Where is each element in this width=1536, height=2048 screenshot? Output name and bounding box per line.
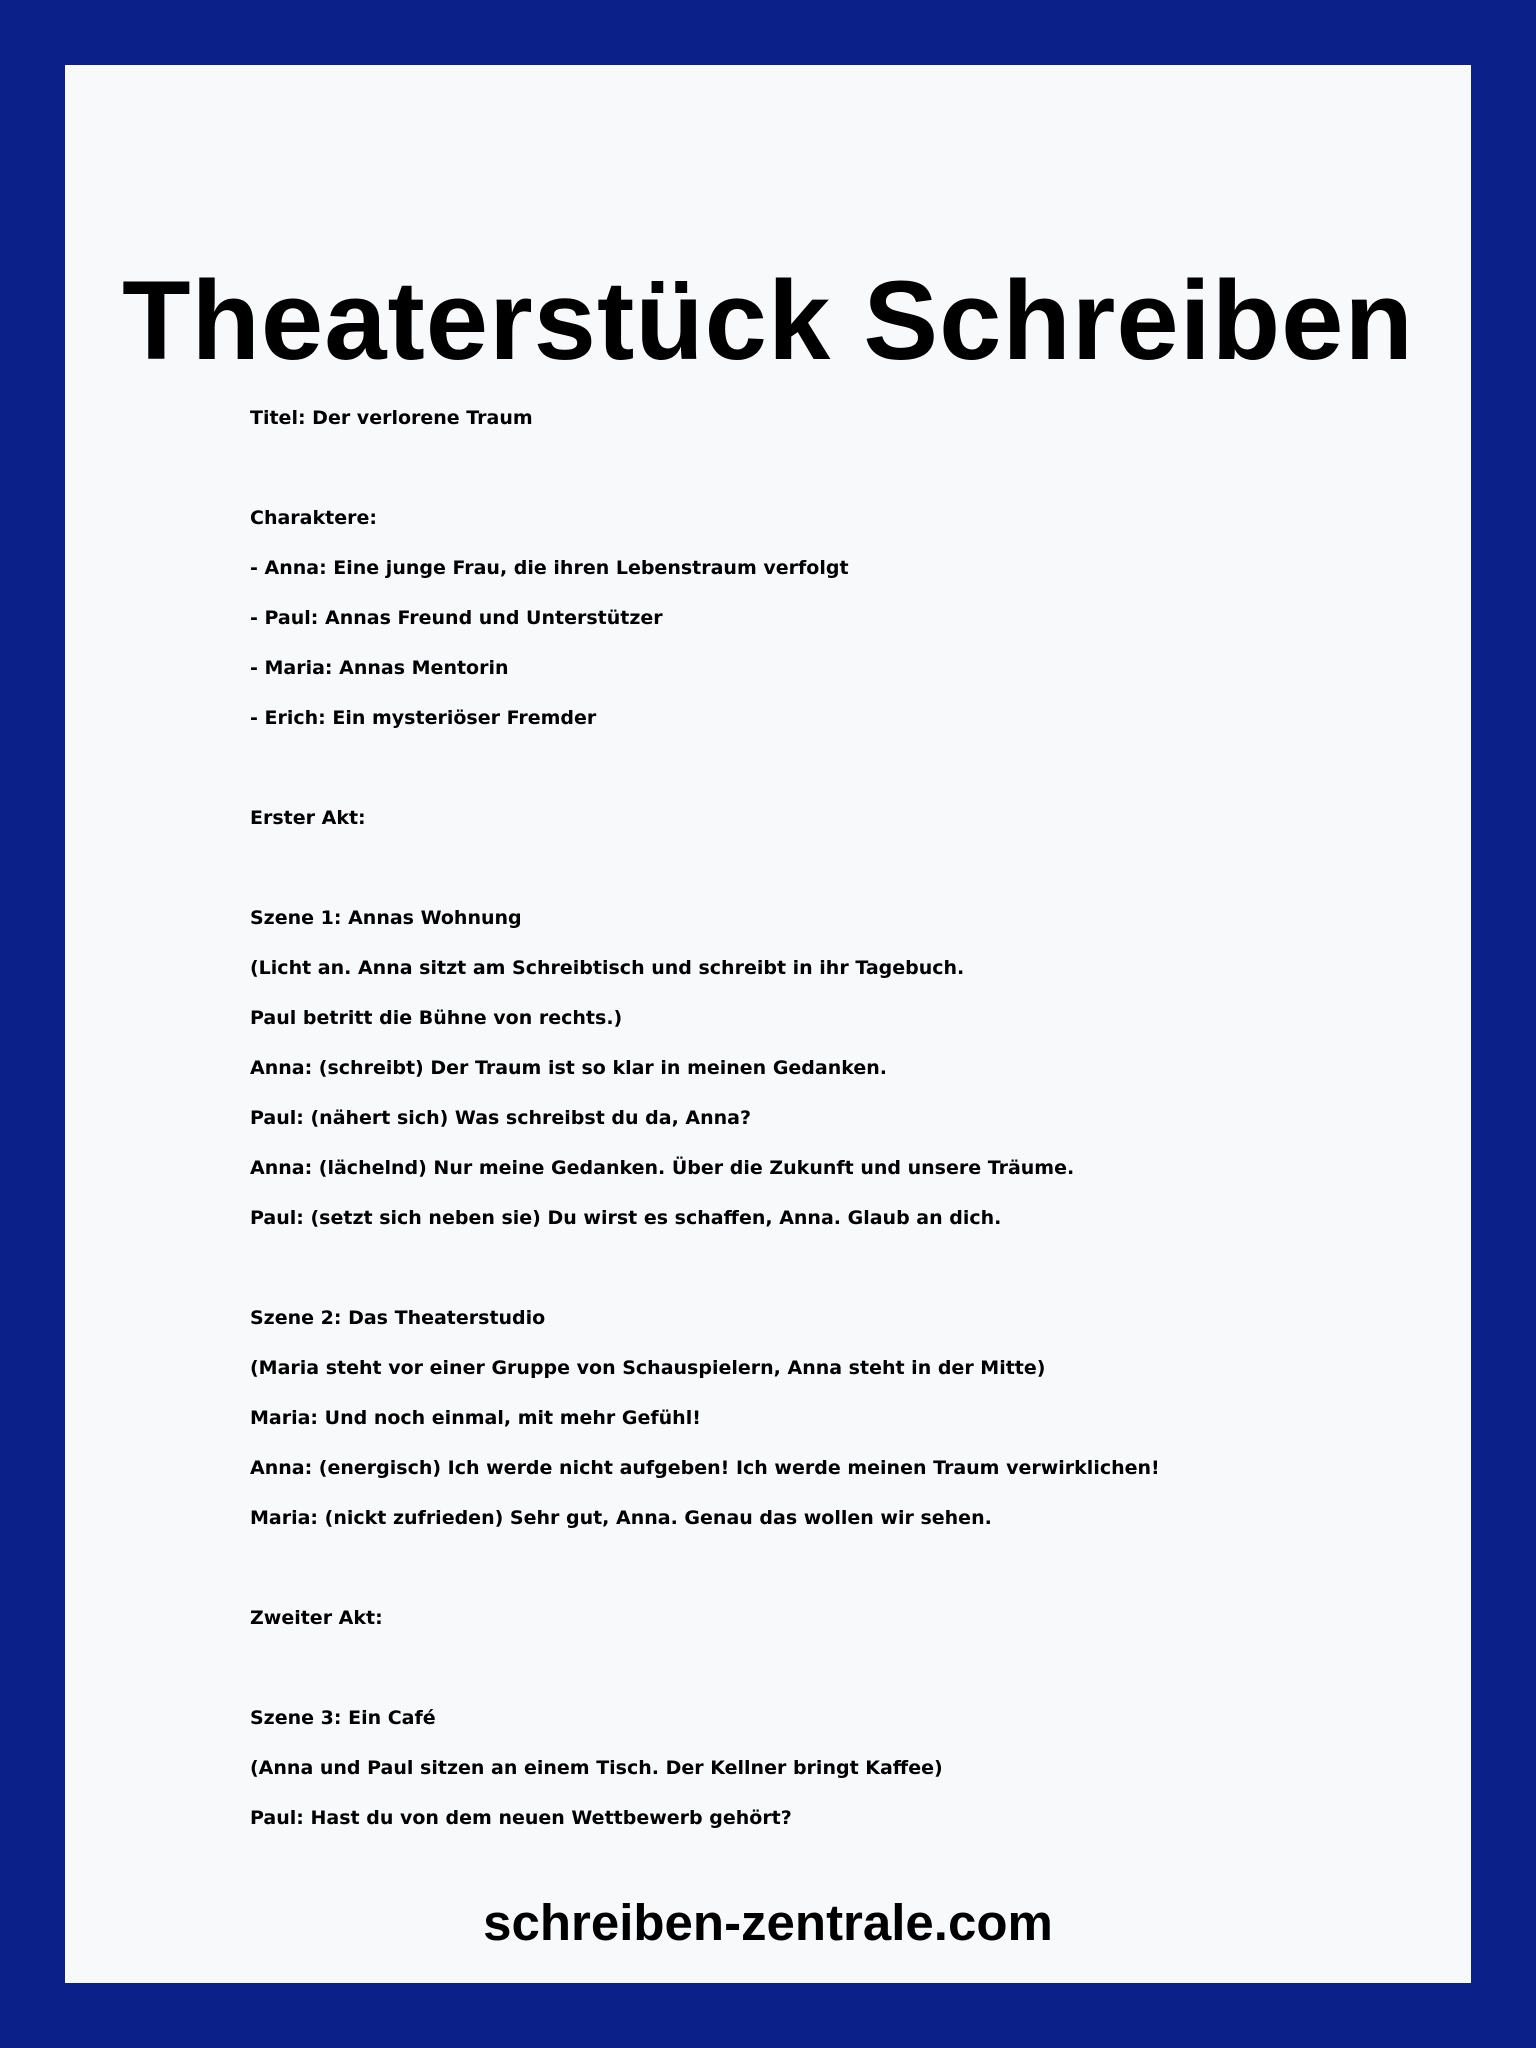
text-line: (Maria steht vor einer Gruppe von Schauspielern, Anna steht in der Mitte) bbox=[250, 1357, 1046, 1379]
script-text bbox=[250, 393, 1350, 1843]
text-line: - Maria: Annas Mentorin bbox=[250, 657, 509, 679]
blank-line bbox=[250, 443, 1350, 493]
text-line: - Erich: Ein mysteriöser Fremder bbox=[250, 707, 597, 729]
website-footer: schreiben-zentrale.com bbox=[483, 1894, 1053, 1951]
text-line: Szene 2: Das Theaterstudio bbox=[250, 1307, 546, 1329]
text-line: - Anna: Eine junge Frau, die ihren Lebenstraum verfolgt bbox=[250, 557, 849, 579]
text-line: Titel: Der verlorene Traum bbox=[250, 407, 533, 429]
text-line: Szene 1: Annas Wohnung bbox=[250, 907, 522, 929]
text-line: Anna: (lächelnd) Nur meine Gedanken. Über die Zukunft und unsere Träume. bbox=[250, 1157, 1075, 1179]
text-line: (Anna und Paul sitzen an einem Tisch. Der Kellner bringt Kaffee) bbox=[250, 1757, 943, 1779]
text-line: Paul: Hast du von dem neuen Wettbewerb gehört? bbox=[250, 1807, 792, 1829]
blank-line bbox=[250, 843, 1350, 893]
blank-line bbox=[250, 1243, 1350, 1293]
blank-line bbox=[250, 1543, 1350, 1593]
blank-line bbox=[250, 743, 1350, 793]
text-line: Anna: (schreibt) Der Traum ist so klar in meinen Gedanken. bbox=[250, 1057, 888, 1079]
text-line: Erster Akt: bbox=[250, 807, 366, 829]
text-line: Zweiter Akt: bbox=[250, 1607, 383, 1629]
text-line: - Paul: Annas Freund und Unterstützer bbox=[250, 607, 663, 629]
text-line: Szene 3: Ein Café bbox=[250, 1707, 436, 1729]
text-line: Paul: (nähert sich) Was schreibst du da, Anna? bbox=[250, 1107, 752, 1129]
document-page bbox=[65, 65, 1471, 1983]
text-line: Anna: (energisch) Ich werde nicht aufgeben! Ich werde meinen Traum verwirklichen! bbox=[250, 1457, 1160, 1479]
text-line: Maria: (nickt zufrieden) Sehr gut, Anna. Genau das wollen wir sehen. bbox=[250, 1507, 992, 1529]
text-line: Paul: (setzt sich neben sie) Du wirst es schaffen, Anna. Glaub an dich. bbox=[250, 1207, 1002, 1229]
text-line: Charaktere: bbox=[250, 507, 377, 529]
page-title: Theaterstück Schreiben bbox=[122, 258, 1414, 383]
blank-line bbox=[250, 1643, 1350, 1693]
text-line: Paul betritt die Bühne von rechts.) bbox=[250, 1007, 623, 1029]
text-line: (Licht an. Anna sitzt am Schreibtisch und schreibt in ihr Tagebuch. bbox=[250, 957, 965, 979]
text-line: Maria: Und noch einmal, mit mehr Gefühl! bbox=[250, 1407, 701, 1429]
